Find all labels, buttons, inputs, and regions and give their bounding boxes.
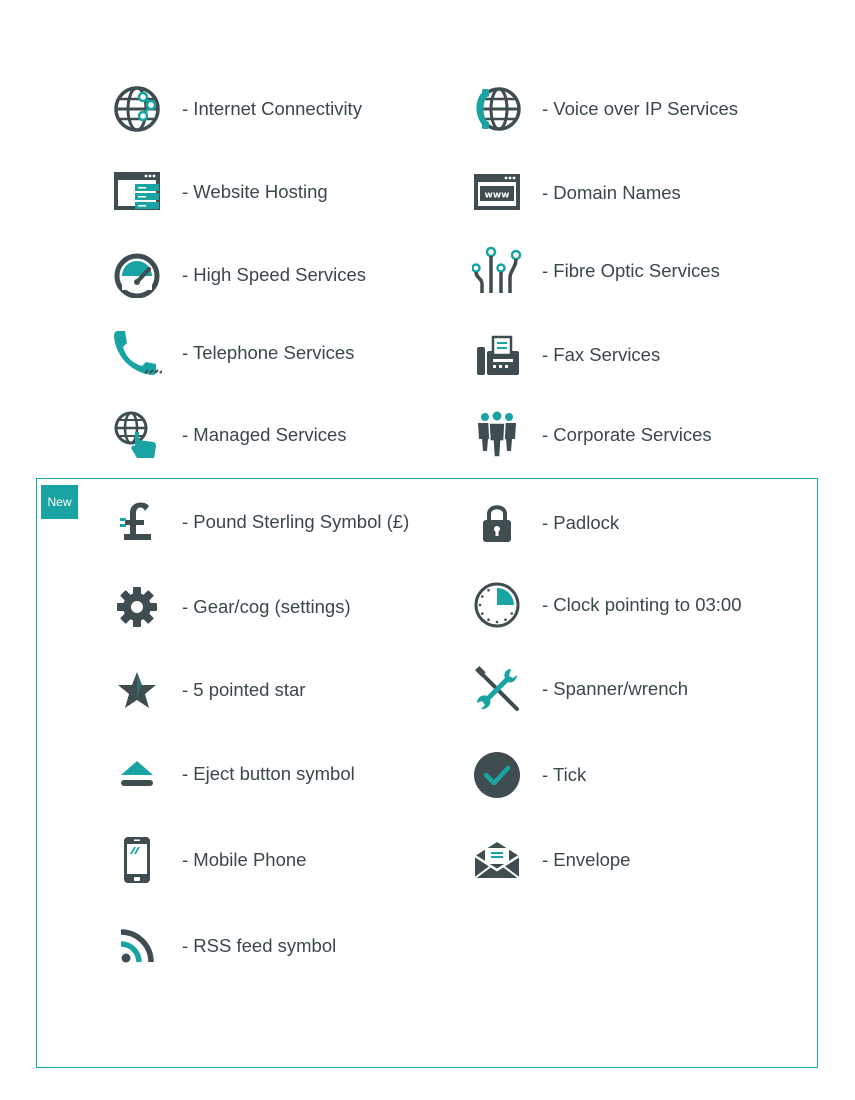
symbol-rss-feed xyxy=(112,921,452,971)
service-corporate xyxy=(472,410,812,460)
globe-network-icon xyxy=(112,84,162,134)
web-server-icon xyxy=(112,167,162,217)
service-label: - Corporate Services xyxy=(542,424,712,445)
service-domain-names xyxy=(472,168,812,218)
telephone-handset-icon xyxy=(112,328,162,378)
symbol-label: - Pound Sterling Symbol (£) xyxy=(182,511,410,532)
tick-icon xyxy=(472,750,522,800)
pound-sterling-icon xyxy=(112,497,162,547)
symbol-label: - Tick xyxy=(542,764,587,785)
symbol-eject xyxy=(112,749,452,799)
padlock-icon xyxy=(472,498,522,548)
symbol-mobile-phone xyxy=(112,835,452,885)
service-telephone xyxy=(112,328,452,378)
symbol-label: - Eject button symbol xyxy=(182,763,355,784)
service-label: - Telephone Services xyxy=(182,342,355,363)
service-managed xyxy=(112,410,452,460)
eject-icon xyxy=(112,749,162,799)
symbol-label: - RSS feed symbol xyxy=(182,935,337,956)
service-high-speed xyxy=(112,250,452,300)
symbol-tick xyxy=(472,750,812,800)
service-internet-connectivity xyxy=(112,84,452,134)
symbol-label: - Gear/cog (settings) xyxy=(182,596,351,617)
symbol-star xyxy=(112,665,452,715)
fax-machine-icon xyxy=(472,330,522,380)
symbol-label: - Clock pointing to 03:00 xyxy=(542,594,742,615)
symbol-label: - Padlock xyxy=(542,512,620,533)
globe-hand-icon xyxy=(112,410,162,460)
service-label: - Fax Services xyxy=(542,344,661,365)
browser-www-icon xyxy=(472,168,522,218)
symbol-pound-sterling xyxy=(112,497,452,547)
symbol-spanner xyxy=(472,664,812,714)
clock-icon xyxy=(472,580,522,630)
new-badge: New xyxy=(41,485,78,519)
svg-text:www: www xyxy=(484,190,510,201)
gear-icon xyxy=(112,582,162,632)
service-label: - High Speed Services xyxy=(182,264,367,285)
fibre-optic-icon xyxy=(472,246,522,296)
globe-phone-icon xyxy=(472,84,522,134)
rss-feed-icon xyxy=(112,921,162,971)
speedometer-icon xyxy=(112,250,162,300)
service-fax xyxy=(472,330,812,380)
mobile-phone-icon xyxy=(112,835,162,885)
service-label: - Fibre Optic Services xyxy=(542,260,720,281)
symbol-label: - 5 pointed star xyxy=(182,679,306,700)
star-icon xyxy=(112,665,162,715)
service-fibre-optic xyxy=(472,246,812,296)
service-label: - Website Hosting xyxy=(182,181,328,202)
people-group-icon xyxy=(472,410,522,460)
symbol-clock xyxy=(472,580,812,630)
service-label: - Domain Names xyxy=(542,182,681,203)
symbol-label: - Mobile Phone xyxy=(182,849,307,870)
service-label: - Internet Connectivity xyxy=(182,98,362,119)
symbol-envelope xyxy=(472,835,812,885)
symbol-label: - Envelope xyxy=(542,849,631,870)
symbol-label: - Spanner/wrench xyxy=(542,678,689,699)
service-label: - Voice over IP Services xyxy=(542,98,739,119)
service-website-hosting xyxy=(112,167,452,217)
symbol-gear xyxy=(112,582,452,632)
service-voice-over-ip xyxy=(472,84,812,134)
symbol-padlock xyxy=(472,498,812,548)
envelope-icon xyxy=(472,835,522,885)
spanner-screwdriver-icon xyxy=(472,664,522,714)
service-label: - Managed Services xyxy=(182,424,347,445)
